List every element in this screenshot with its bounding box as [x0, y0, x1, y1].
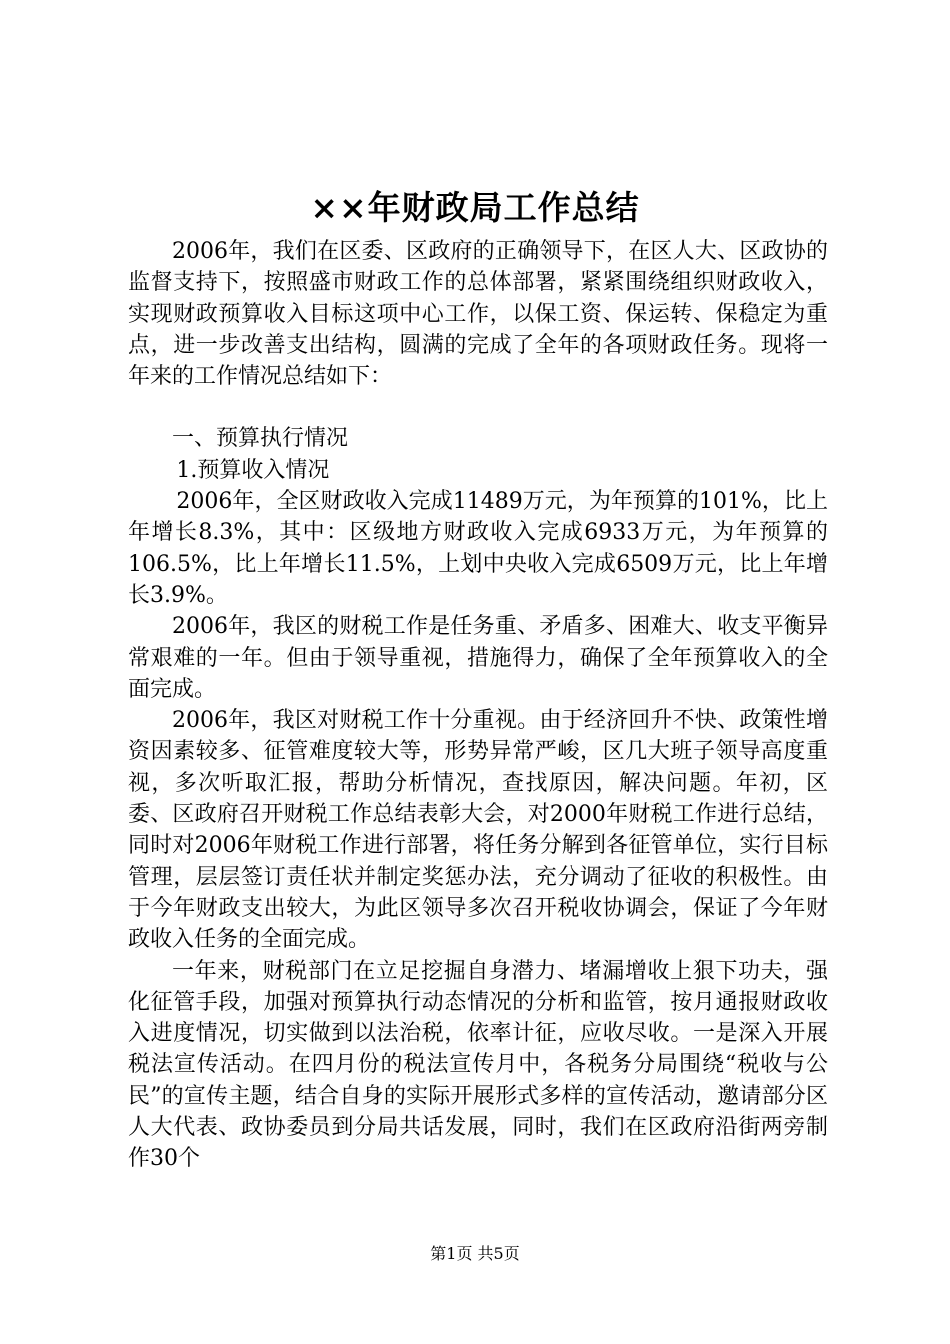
paragraph-revenue-figures: 2006年，全区财政收入完成11489万元，为年预算的101%，比上年增长8.3%，其中：区级地方财政收入完成6933万元，为年预算的106.5%，比上年增长11.5%，上划中央收入完成6509万元，比上年增长3.9%。: [128, 489, 828, 608]
subsection-heading-budget-revenue: 1.预算收入情况: [176, 457, 330, 483]
paragraph-tax-collection: 一年来，财税部门在立足挖掘自身潜力、堵漏增收上狠下功夫，强化征管手段，加强对预算执行动态情况的分析和监管，按月通报财政收入进度情况，切实做到以法治税，依率计征，应收尽收。一是深入开展税法宣传活动。在四月份的税法宣传月中，各税务分局围绕“税收与公民”的宣传主题，结合自身的实际开展形式多样的宣传活动，邀请部分区人大代表、政协委员到分局共话发展，同时，我们在区政府沿街两旁制作30个: [128, 958, 828, 1172]
page-indicator: 第1页 共5页: [430, 1244, 520, 1263]
paragraph-revenue-difficulty: 2006年，我区的财税工作是任务重、矛盾多、困难大、收支平衡异常艰难的一年。但由于领导重视，措施得力，确保了全年预算收入的全面完成。: [128, 614, 828, 702]
paragraph-leadership: 2006年，我区对财税工作十分重视。由于经济回升不快、政策性增资因素较多、征管难度较大等，形势异常严峻，区几大班子领导高度重视，多次听取汇报，帮助分析情况，查找原因，解决问题。年初，区委、区政府召开财税工作总结表彰大会，对2000年财税工作进行总结，同时对2006年财税工作进行部署，将任务分解到各征管单位，实行目标管理，层层签订责任状并制定奖惩办法，充分调动了征收的积极性。由于今年财政支出较大，为此区领导多次召开税收协调会，保证了今年财政收入任务的全面完成。: [128, 708, 828, 953]
document-title: ××年财政局工作总结: [310, 188, 640, 227]
paragraph-intro: 2006年，我们在区委、区政府的正确领导下，在区人大、区政协的监督支持下，按照盛市财政工作的总体部署，紧紧围绕组织财政收入，实现财政预算收入目标这项中心工作，以保工资、保运转、保稳定为重点，进一步改善支出结构，圆满的完成了全年的各项财政任务。现将一年来的工作情况总结如下：: [128, 239, 828, 390]
section-heading-budget-execution: 一、预算执行情况: [172, 426, 349, 452]
document-body: [128, 236, 828, 1175]
